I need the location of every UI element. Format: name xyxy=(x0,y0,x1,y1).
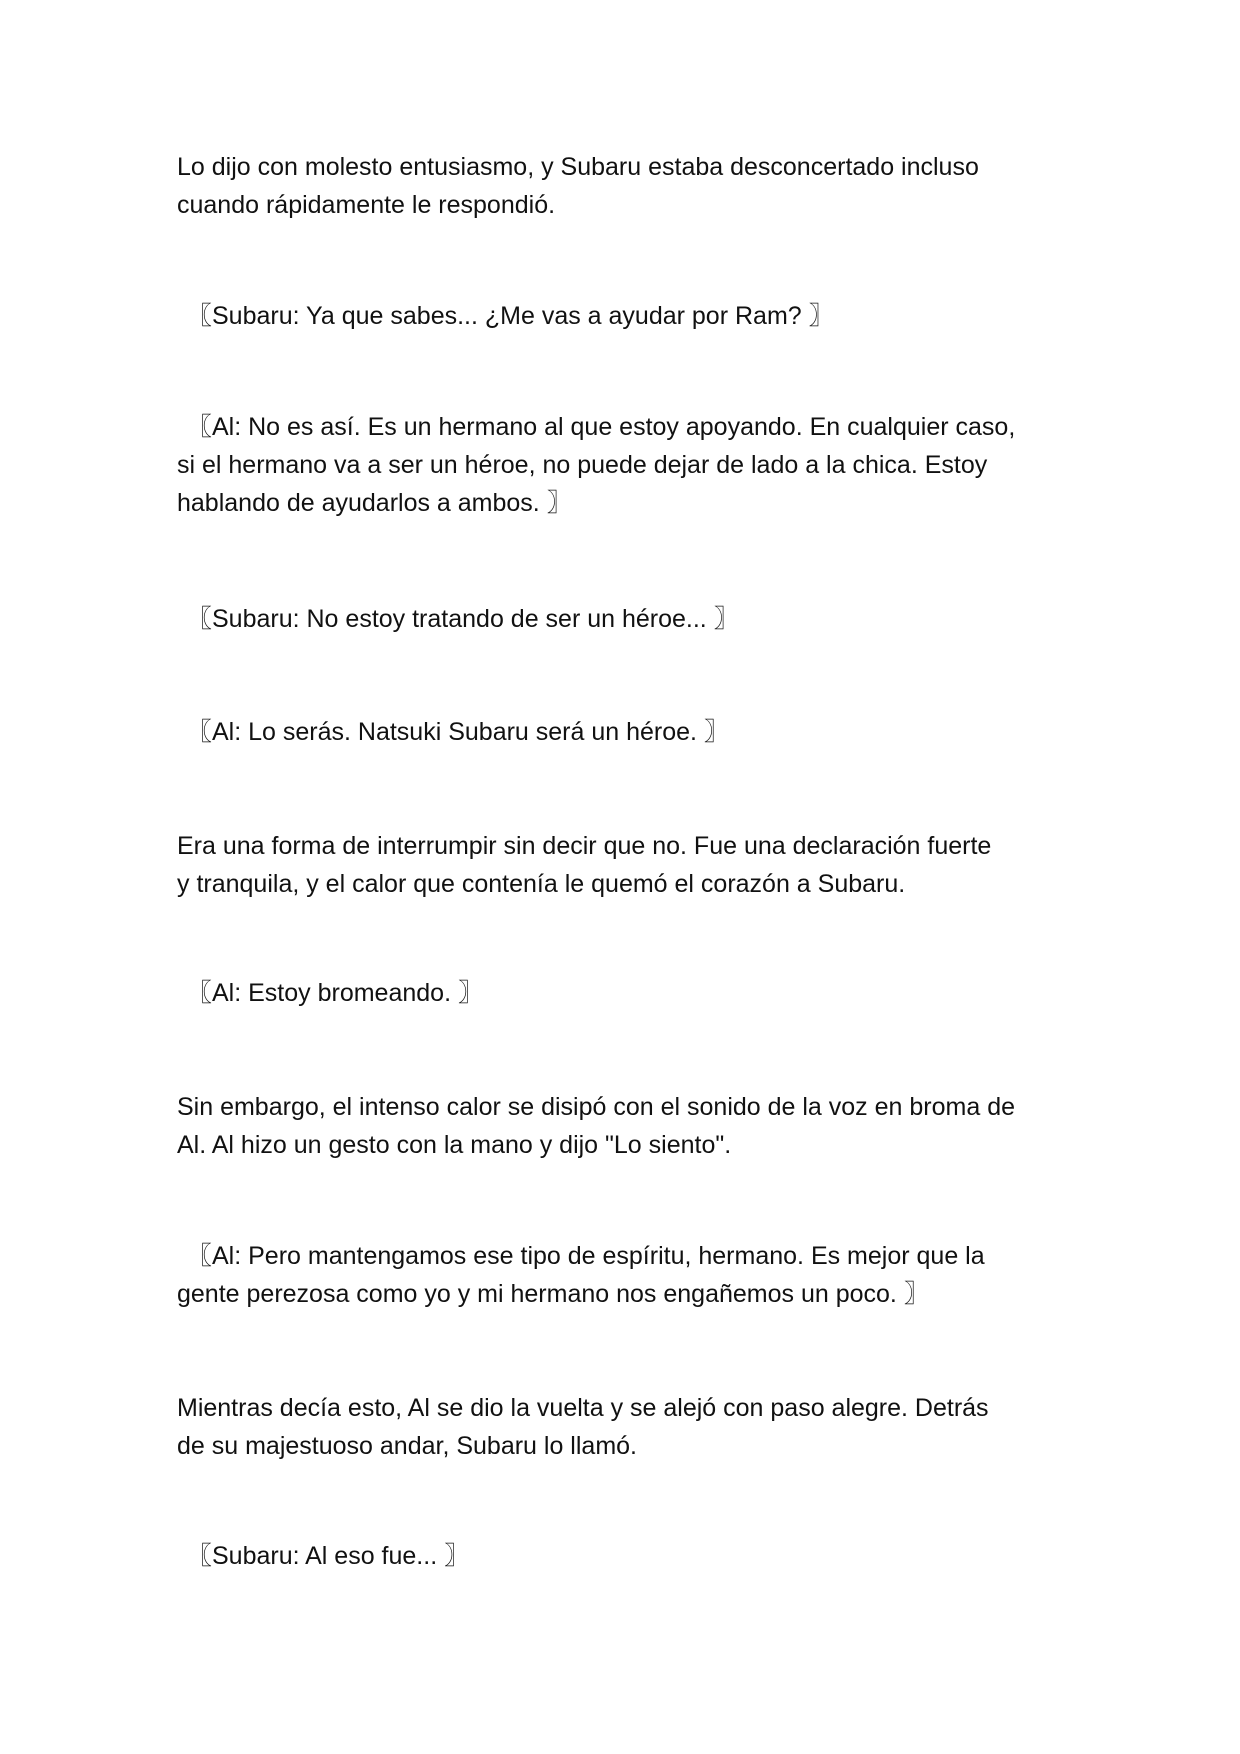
text-line: 〖Al: No es así. Es un hermano al que estoy apoyando. En cualquier caso, xyxy=(187,413,1016,441)
text-line: gente perezosa como yo y mi hermano nos engañemos un poco. 〗 xyxy=(177,1280,929,1308)
dialogue-paragraph xyxy=(187,600,1077,638)
text-line: hablando de ayudarlos a ambos. 〗 xyxy=(177,489,572,517)
text-line: cuando rápidamente le respondió. xyxy=(177,191,556,219)
text-line: 〖Al: Estoy bromeando. 〗 xyxy=(187,979,483,1007)
text-line: de su majestuoso andar, Subaru lo llamó. xyxy=(177,1432,637,1460)
text-line: 〖Subaru: Ya que sabes... ¿Me vas a ayudar por Ram? 〗 xyxy=(187,302,834,330)
narration-paragraph xyxy=(177,148,1077,224)
narration-paragraph xyxy=(177,827,1077,903)
text-line: 〖Al: Pero mantengamos ese tipo de espíritu, hermano. Es mejor que la xyxy=(187,1242,985,1270)
text-line: si el hermano va a ser un héroe, no puede dejar de lado a la chica. Estoy xyxy=(177,451,988,479)
dialogue-paragraph xyxy=(187,297,1077,335)
text-line: 〖Subaru: Al eso fue... 〗 xyxy=(187,1542,470,1570)
narration-paragraph xyxy=(177,1389,1077,1465)
text-line: Al. Al hizo un gesto con la mano y dijo "Lo siento". xyxy=(177,1131,732,1159)
text-line: y tranquila, y el calor que contenía le quemó el corazón a Subaru. xyxy=(177,870,906,898)
dialogue-paragraph xyxy=(187,1537,1077,1575)
text-line: Lo dijo con molesto entusiasmo, y Subaru estaba desconcertado incluso xyxy=(177,153,979,181)
text-line: 〖Al: Lo serás. Natsuki Subaru será un héroe. 〗 xyxy=(187,718,729,746)
dialogue-paragraph xyxy=(187,974,1077,1012)
text-line: Era una forma de interrumpir sin decir que no. Fue una declaración fuerte xyxy=(177,832,992,860)
narration-paragraph xyxy=(177,1088,1077,1164)
dialogue-paragraph xyxy=(187,713,1077,751)
dialogue-paragraph xyxy=(177,408,1077,522)
text-line: Mientras decía esto, Al se dio la vuelta y se alejó con paso alegre. Detrás xyxy=(177,1394,989,1422)
dialogue-paragraph xyxy=(177,1237,1077,1313)
text-line: Sin embargo, el intenso calor se disipó con el sonido de la voz en broma de xyxy=(177,1093,1016,1121)
text-line: 〖Subaru: No estoy tratando de ser un héroe... 〗 xyxy=(187,605,739,633)
